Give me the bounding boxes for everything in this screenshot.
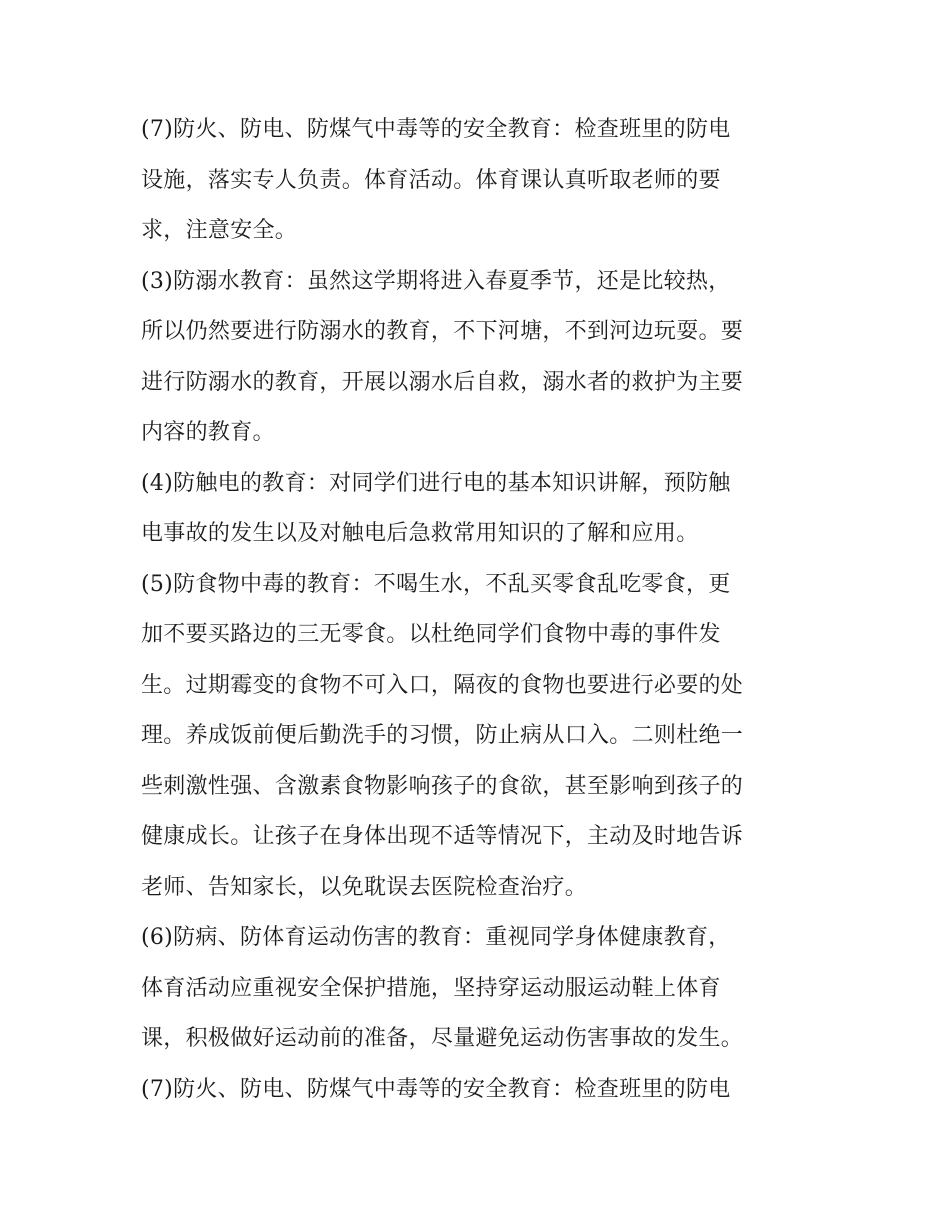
text-line: (6)防病、防体育运动伤害的教育：重视同学身体健康教育， [141, 925, 731, 950]
text-line: 体育活动应重视安全保护措施，坚持穿运动服运动鞋上体育 [141, 975, 721, 1001]
text-line: 老师、告知家长，以免耽误去医院检查治疗。 [141, 874, 588, 900]
text-line: (3)防溺水教育：虽然这学期将进入春夏季节，还是比较热， [141, 268, 731, 294]
text-line: 设施，落实专人负责。体育活动。体育课认真听取老师的要 [141, 167, 721, 193]
text-line: 理。养成饭前便后勤洗手的习惯，防止病从口入。二则杜绝一 [141, 723, 744, 748]
text-line: 些刺激性强、含激素食物影响孩子的食欲，甚至影响到孩子的 [141, 773, 744, 799]
text-line: (5)防食物中毒的教育：不喝生水，不乱买零食乱吃零食，更 [141, 571, 731, 597]
text-line: 所以仍然要进行防溺水的教育，不下河塘，不到河边玩耍。要 [141, 319, 744, 344]
text-line: (7)防火、防电、防煤气中毒等的安全教育：检查班里的防电 [141, 117, 731, 142]
text-line: 生。过期霉变的食物不可入口，隔夜的食物也要进行必要的处 [141, 672, 744, 698]
document-body [141, 105, 821, 1115]
text-line: 课，积极做好运动前的准备，尽量避免运动伤害事故的发生。 [141, 1026, 744, 1051]
text-line: (7)防火、防电、防煤气中毒等的安全教育：检查班里的防电 [141, 1076, 731, 1102]
text-line: 电事故的发生以及对触电后急救常用知识的了解和应用。 [141, 521, 699, 546]
text-line: 进行防溺水的教育，开展以溺水后自救，溺水者的救护为主要 [141, 369, 744, 395]
text-line: 健康成长。让孩子在身体出现不适等情况下，主动及时地告诉 [141, 824, 744, 849]
text-line: 求，注意安全。 [141, 218, 298, 243]
text-line: (4)防触电的教育：对同学们进行电的基本知识讲解，预防触 [141, 470, 731, 496]
text-line: 内容的教育。 [141, 420, 275, 445]
text-line: 加不要买路边的三无零食。以杜绝同学们食物中毒的事件发 [141, 622, 721, 647]
